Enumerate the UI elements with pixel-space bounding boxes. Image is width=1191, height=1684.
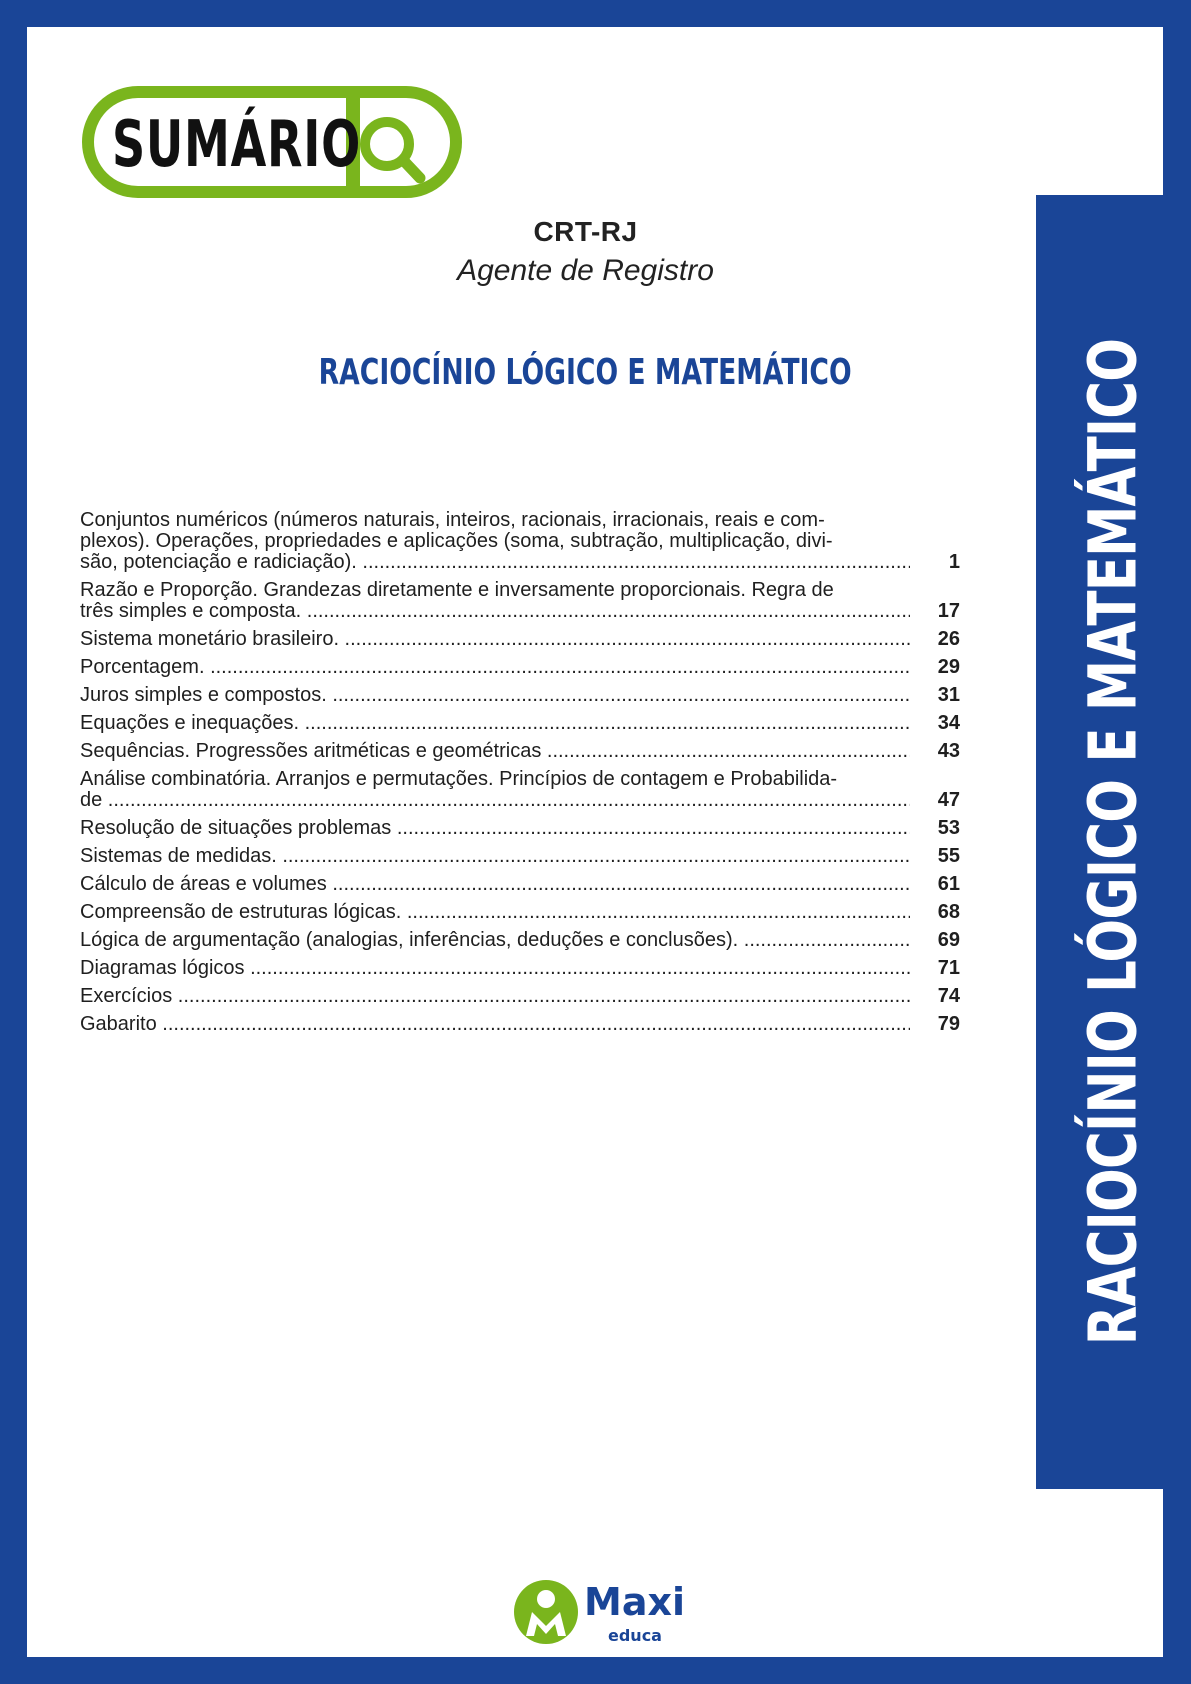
toc-page-number: 61 [937, 873, 960, 895]
toc-entry-line: Sistema monetário brasileiro. ..... [80, 629, 910, 650]
toc-entry-line: Lógica de argumentação (analogias, inferências, deduções e conclusões). ..... [80, 930, 910, 951]
toc-page-number: 29 [937, 656, 960, 678]
logo-text: SUMÁRIO [112, 108, 361, 182]
toc-entry[interactable] [80, 930, 960, 951]
toc-entry-text [80, 629, 910, 650]
toc-entry[interactable] [80, 986, 960, 1007]
toc-entry-text [80, 657, 910, 678]
toc-entry-line: Equações e inequações. ..... [80, 713, 910, 734]
toc-entry-line: Exercícios ..... [80, 986, 910, 1007]
toc-entry-text [80, 846, 910, 867]
toc-entry-line: Resolução de situações problemas ..... [80, 818, 910, 839]
document-title: CRT-RJ [533, 216, 638, 247]
toc-entry-line: Sequências. Progressões aritméticas e geométricas ..... [80, 741, 910, 762]
table-of-contents [80, 510, 960, 1042]
maxi-person-icon [512, 1578, 582, 1648]
toc-entry-text [80, 685, 910, 706]
toc-page-number: 71 [937, 957, 960, 979]
toc-entry-line: são, potenciação e radiciação). ..... [80, 552, 910, 573]
brand-name: Maxi [584, 1580, 685, 1624]
toc-entry[interactable] [80, 958, 960, 979]
toc-entry[interactable] [80, 685, 960, 706]
toc-entry-line: Cálculo de áreas e volumes ..... [80, 874, 910, 895]
side-tab-label: RACIOCÍNIO LÓGICO E MATEMÁTICO [1074, 338, 1152, 1346]
toc-page-number: 34 [937, 712, 960, 734]
toc-entry-line: Sistemas de medidas. ..... [80, 846, 910, 867]
toc-entry-text [80, 902, 910, 923]
toc-entry-line: Compreensão de estruturas lógicas. ..... [80, 902, 910, 923]
toc-entry-text [80, 510, 910, 573]
toc-entry-text [80, 713, 910, 734]
toc-page-number: 26 [937, 628, 960, 650]
brand-subtitle: educa [608, 1626, 662, 1645]
toc-entry[interactable] [80, 580, 960, 622]
maxi-educa-logo [512, 1578, 692, 1648]
toc-entry[interactable] [80, 874, 960, 895]
toc-entry-text [80, 958, 910, 979]
toc-entry-line: Juros simples e compostos. ..... [80, 685, 910, 706]
toc-entry-line: de ..... [80, 790, 910, 811]
toc-page-number: 79 [937, 1013, 960, 1035]
toc-page-number: 47 [937, 789, 960, 811]
toc-page-number: 68 [937, 901, 960, 923]
toc-entry-text [80, 741, 910, 762]
toc-entry-line: Gabarito ..... [80, 1014, 910, 1035]
toc-entry[interactable] [80, 510, 960, 573]
toc-entry[interactable] [80, 657, 960, 678]
toc-entry-text [80, 1014, 910, 1035]
toc-page-number: 31 [937, 684, 960, 706]
toc-page-number: 74 [937, 985, 960, 1007]
sumario-logo [82, 82, 482, 208]
toc-page-number: 53 [937, 817, 960, 839]
toc-entry[interactable] [80, 818, 960, 839]
toc-entry[interactable] [80, 846, 960, 867]
toc-entry-text [80, 769, 910, 811]
document-subtitle: Agente de Registro [457, 254, 714, 287]
toc-entry-line: Conjuntos numéricos (números naturais, inteiros, racionais, irracionais, reais e com- [80, 510, 825, 531]
toc-entry[interactable] [80, 902, 960, 923]
toc-entry[interactable] [80, 741, 960, 762]
toc-entry-text [80, 986, 910, 1007]
toc-entry-line: Análise combinatória. Arranjos e permutações. Princípios de contagem e Probabilida- [80, 769, 838, 790]
toc-entry-line: plexos). Operações, propriedades e aplicações (soma, subtração, multiplicação, divi- [80, 530, 833, 552]
toc-page-number: 69 [937, 929, 960, 951]
toc-page-number: 1 [948, 551, 960, 573]
toc-page-number: 55 [937, 845, 960, 867]
toc-entry-line: Diagramas lógicos ..... [80, 958, 910, 979]
toc-entry[interactable] [80, 713, 960, 734]
toc-entry-text [80, 874, 910, 895]
toc-entry-text [80, 818, 910, 839]
toc-entry-text [80, 930, 910, 951]
toc-entry-line: Porcentagem. ..... [80, 657, 910, 678]
toc-page-number: 43 [937, 740, 960, 762]
toc-page-number: 17 [937, 600, 960, 622]
section-title: RACIOCÍNIO LÓGICO E MATEMÁTICO [318, 352, 852, 393]
toc-entry-line: três simples e composta. ..... [80, 601, 910, 622]
toc-entry-text [80, 580, 910, 622]
toc-entry[interactable] [80, 629, 960, 650]
toc-entry[interactable] [80, 769, 960, 811]
toc-entry[interactable] [80, 1014, 960, 1035]
toc-entry-line: Razão e Proporção. Grandezas diretamente e inversamente proporcionais. Regra de [80, 580, 834, 601]
